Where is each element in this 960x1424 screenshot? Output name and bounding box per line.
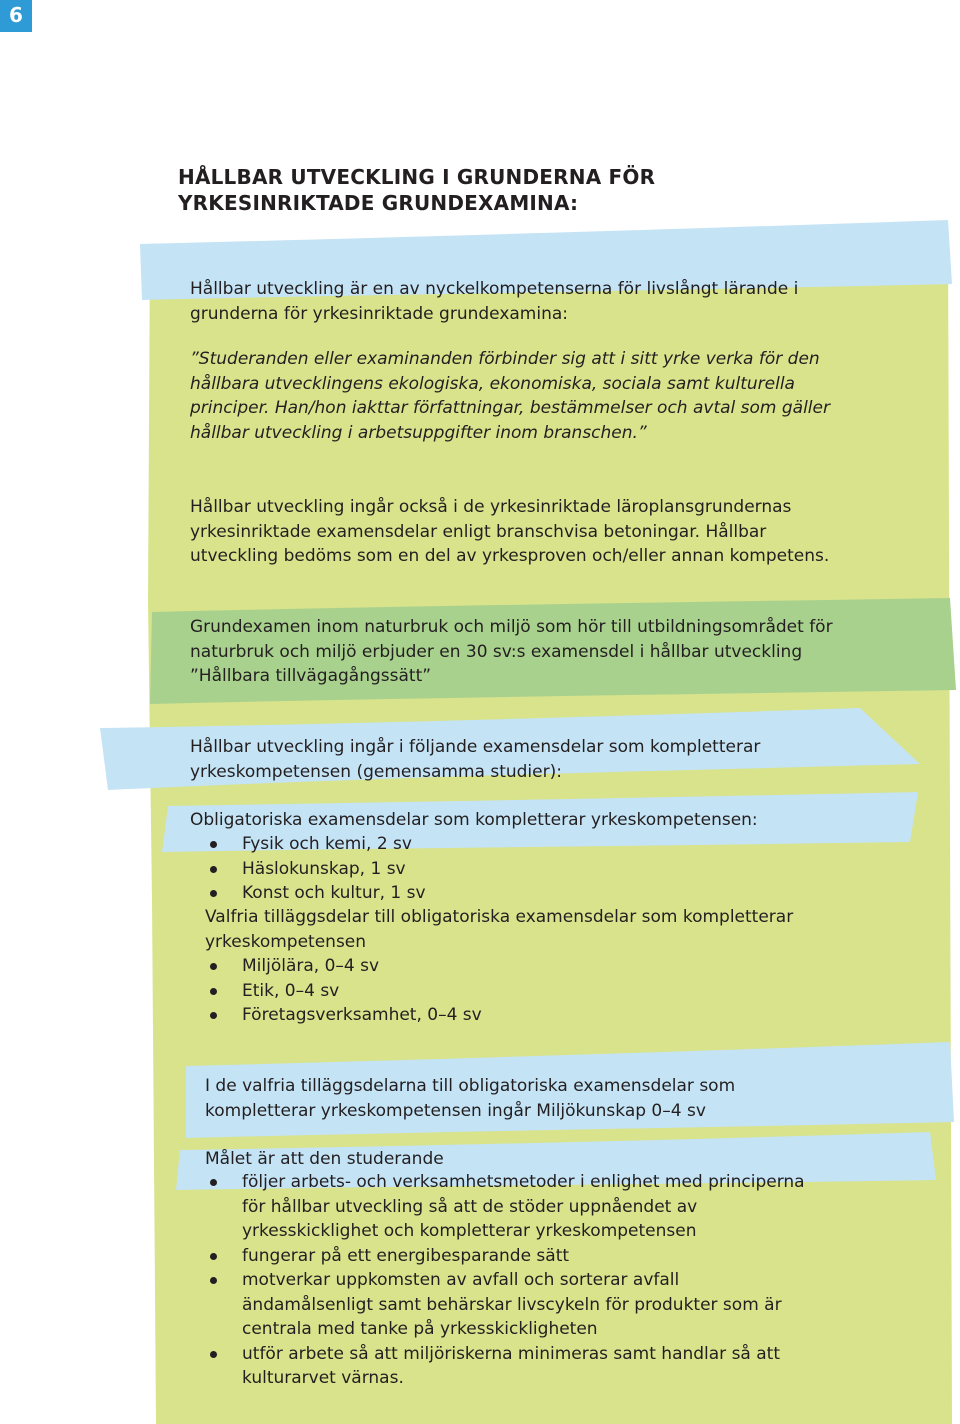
text-line: principer. Han/hon iakttar författningar, bestämmelser och avtal som gäller [190,398,830,418]
list-item: Konst och kultur, 1 sv [204,881,426,906]
text-line: grunderna för yrkesinriktade grundexamina: [190,303,569,324]
obligatory-heading: Obligatoriska examensdelar som kompletterar yrkeskompetensen: [190,810,758,830]
obligatory-list [204,832,426,906]
list-item: Fysik och kemi, 2 sv [204,832,426,857]
text-line: naturbruk och miljö erbjuder en 30 sv:s examensdel i hållbar utveckling [190,641,803,662]
optional-heading [205,905,793,954]
list-item: Häslokunskap, 1 sv [204,857,426,882]
text-line: hållbara utvecklingens ekologiska, ekonomiska, sociala samt kulturella [190,373,795,394]
intro-paragraph [190,277,798,326]
paragraph-3 [190,615,833,689]
list-item: fungerar på ett energibesparande sätt [204,1244,805,1269]
list-item: Miljölära, 0–4 sv [204,954,482,979]
text-line: hållbar utveckling i arbetsuppgifter inom branschen.” [190,422,647,443]
paragraph-5 [205,1074,735,1123]
list-item: Etik, 0–4 sv [204,979,482,1004]
text-line: Hållbar utveckling ingår i följande examensdelar som kompletterar [190,737,761,757]
text-line: ”Hållbara tillvägagångssätt” [190,666,432,686]
title-line: HÅLLBAR UTVECKLING I GRUNDERNA FÖR [178,165,656,189]
paragraph-4 [190,735,760,784]
text-line: yrkesinriktade examensdelar enligt branschvisa betoningar. Hållbar [190,521,767,542]
paragraph-2 [190,495,829,569]
quote-paragraph [190,347,830,445]
page-number: 6 [0,0,32,32]
goal-list [204,1170,805,1391]
list-item: motverkar uppkomsten av avfall och sorterar avfall ändamålsenligt samt behärskar livscykeln för produkter som är centrala med tanke på yrkesskickligheten [204,1268,805,1342]
goal-heading: Målet är att den studerande [205,1149,444,1169]
text-line: Grundexamen inom naturbruk och miljö som hör till utbildningsområdet för [190,617,833,637]
text-line: I de valfria tilläggsdelarna till obligatoriska examensdelar som [205,1076,736,1096]
list-item: utför arbete så att miljöriskerna minimeras samt handlar så att kulturarvet värnas. [204,1342,805,1391]
optional-list [204,954,482,1028]
page-title [178,164,655,216]
text-line: Hållbar utveckling är en av nyckelkompetenserna för livslångt lärande i [190,279,799,299]
list-item: följer arbets- och verksamhetsmetoder i enlighet med principerna för hållbar utveckling så att de stöder uppnåendet av yrkesskicklighet och kompletterar yrkeskompetensen [204,1170,805,1244]
text-line: yrkeskompetensen (gemensamma studier): [190,761,562,782]
text-line: ”Studeranden eller examinanden förbinder sig att i sitt yrke verka för den [190,349,820,369]
text-line: utveckling bedöms som en del av yrkesproven och/eller annan kompetens. [190,546,830,566]
text-line: yrkeskompetensen [205,931,367,952]
text-line: Hållbar utveckling ingår också i de yrkesinriktade läroplansgrundernas [190,497,792,517]
text-line: Valfria tilläggsdelar till obligatoriska examensdelar som kompletterar [205,907,794,927]
list-item: Företagsverksamhet, 0–4 sv [204,1003,482,1028]
text-line: kompletterar yrkeskompetensen ingår Miljökunskap 0–4 sv [205,1100,706,1121]
title-line: YRKESINRIKTADE GRUNDEXAMINA: [178,191,579,215]
